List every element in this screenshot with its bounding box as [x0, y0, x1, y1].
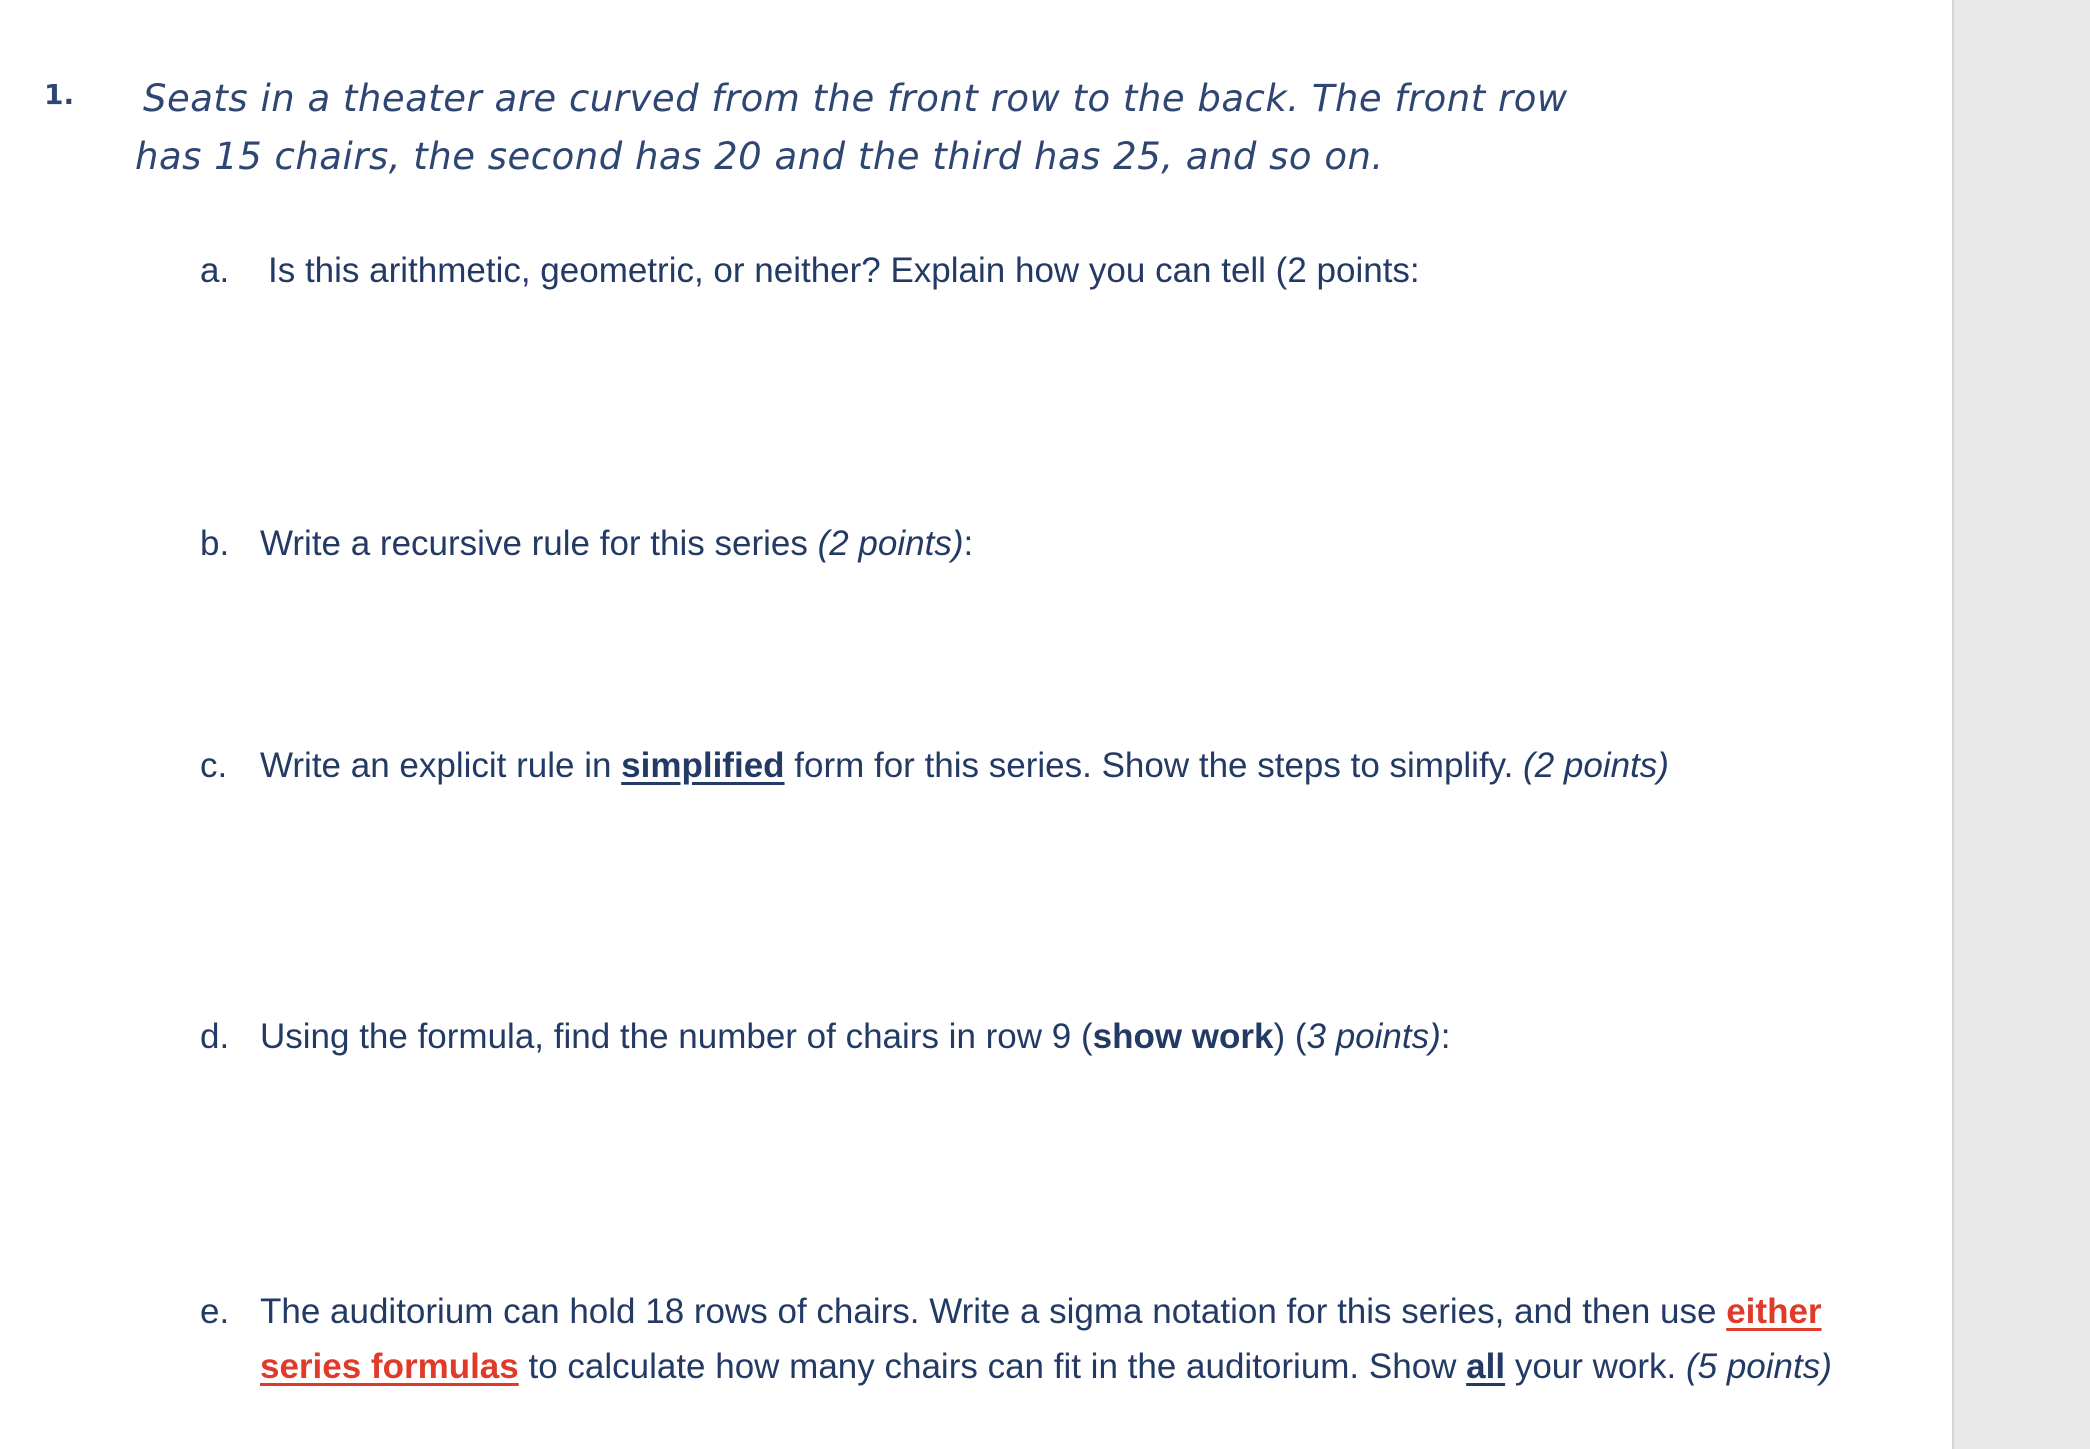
part-d-mid: ) (: [1273, 1017, 1307, 1056]
part-a-letter: a.: [200, 251, 230, 290]
part-c-points: (2 points): [1523, 746, 1669, 785]
part-c-letter: c.: [200, 746, 228, 785]
part-e-prompt-end: your work.: [1505, 1347, 1686, 1386]
part-d-colon: :: [1440, 1017, 1451, 1056]
part-d-prompt: Using the formula, find the number of chairs in row 9 (: [260, 1017, 1093, 1056]
part-b-text: [260, 516, 973, 571]
part-c-text: [260, 738, 1669, 793]
part-e-line-2: [260, 1339, 1920, 1394]
part-d-letter: d.: [200, 1017, 230, 1056]
part-e-prompt: The auditorium can hold 18 rows of chairs. Write a sigma notation for this series, and then use: [260, 1292, 1727, 1331]
question-number: 1.: [44, 78, 75, 111]
intro-line-2: has 15 chairs, the second has 20 and the third has 25, and so on.: [135, 135, 1384, 178]
part-c-prompt-end: form for this series. Show the steps to simplify.: [784, 746, 1524, 785]
part-e-prompt-cont: to calculate how many chairs can fit in the auditorium. Show: [518, 1347, 1467, 1386]
part-b-prompt: Write a recursive rule for this series: [260, 524, 818, 563]
part-b-colon: :: [963, 524, 974, 563]
part-d: [200, 1009, 1451, 1064]
question-intro: [135, 70, 1903, 186]
intro-line-1: Seats in a theater are curved from the front row to the back. The front row: [143, 77, 1568, 120]
part-e-red-either: either: [1726, 1292, 1822, 1331]
part-d-emphasis: show work: [1092, 1017, 1274, 1056]
part-c-emphasis: simplified: [621, 746, 785, 785]
part-c-prompt-start: Write an explicit rule in: [260, 746, 622, 785]
part-b: [200, 516, 973, 571]
part-e-red-series-formulas: series formulas: [260, 1347, 519, 1386]
window-gutter: [1952, 0, 2090, 1449]
part-b-points: (2 points): [817, 524, 964, 563]
part-b-letter: b.: [200, 524, 230, 563]
part-a: [200, 243, 1420, 298]
part-a-text: Is this arithmetic, geometric, or neither? Explain how you can tell (2 points:: [268, 251, 1420, 290]
part-e-emphasis-all: all: [1466, 1347, 1506, 1386]
part-e: [200, 1284, 1920, 1394]
part-e-text: [260, 1284, 1920, 1394]
part-d-text: [260, 1009, 1451, 1064]
part-e-line-1: [260, 1292, 1822, 1331]
part-d-points: 3 points): [1306, 1017, 1441, 1056]
part-c: [200, 738, 1669, 793]
part-e-letter: e.: [200, 1292, 230, 1331]
part-e-points: (5 points): [1685, 1347, 1832, 1386]
